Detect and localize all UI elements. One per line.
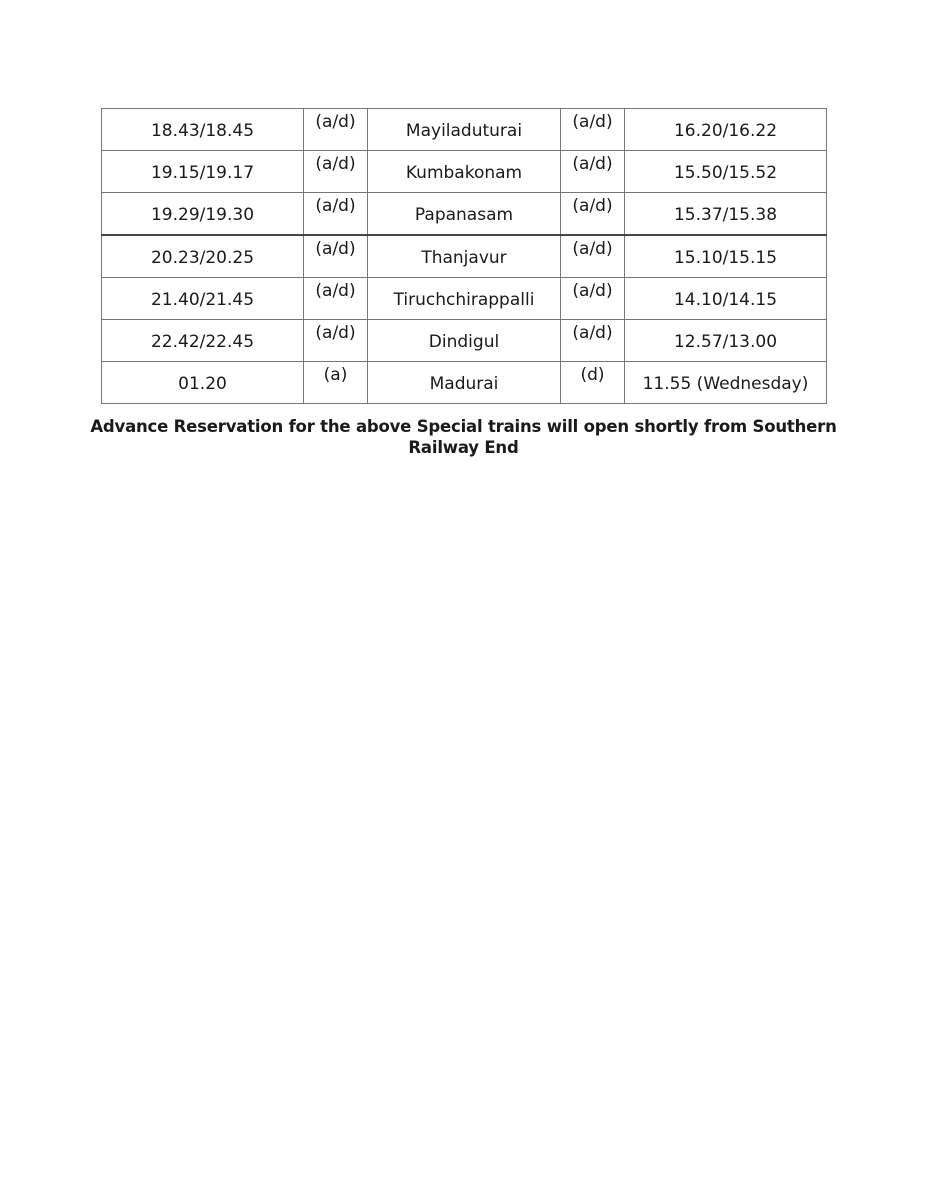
up-time-cell: 20.23/20.25 xyxy=(102,235,304,278)
table-row xyxy=(102,193,827,236)
down-mode-cell: (d) xyxy=(561,362,625,404)
down-time-cell: 15.50/15.52 xyxy=(625,151,827,193)
up-mode-cell: (a/d) xyxy=(304,235,368,278)
down-mode-cell: (a/d) xyxy=(561,151,625,193)
down-time-cell: 11.55 (Wednesday) xyxy=(625,362,827,404)
down-mode-cell: (a/d) xyxy=(561,109,625,151)
up-mode-cell: (a/d) xyxy=(304,278,368,320)
table-row xyxy=(102,235,827,278)
up-mode-cell: (a/d) xyxy=(304,320,368,362)
up-mode-cell: (a/d) xyxy=(304,151,368,193)
table-row xyxy=(102,151,827,193)
down-mode-cell: (a/d) xyxy=(561,278,625,320)
down-mode-cell: (a/d) xyxy=(561,235,625,278)
station-cell: Kumbakonam xyxy=(368,151,561,193)
up-time-cell: 18.43/18.45 xyxy=(102,109,304,151)
down-mode-cell: (a/d) xyxy=(561,193,625,236)
table-row xyxy=(102,320,827,362)
up-time-cell: 01.20 xyxy=(102,362,304,404)
station-cell: Thanjavur xyxy=(368,235,561,278)
up-time-cell: 21.40/21.45 xyxy=(102,278,304,320)
timetable xyxy=(101,108,827,404)
station-cell: Tiruchchirappalli xyxy=(368,278,561,320)
down-time-cell: 15.37/15.38 xyxy=(625,193,827,236)
up-time-cell: 19.29/19.30 xyxy=(102,193,304,236)
reservation-notice xyxy=(90,416,837,458)
down-time-cell: 12.57/13.00 xyxy=(625,320,827,362)
station-cell: Papanasam xyxy=(368,193,561,236)
up-mode-cell: (a/d) xyxy=(304,109,368,151)
down-time-cell: 15.10/15.15 xyxy=(625,235,827,278)
up-mode-cell: (a/d) xyxy=(304,193,368,236)
table-row xyxy=(102,109,827,151)
table-row xyxy=(102,278,827,320)
notice-line-1: Advance Reservation for the above Special trains will open shortly from Southern xyxy=(90,417,837,436)
notice-line-2: Railway End xyxy=(408,438,519,457)
station-cell: Dindigul xyxy=(368,320,561,362)
up-time-cell: 19.15/19.17 xyxy=(102,151,304,193)
station-cell: Madurai xyxy=(368,362,561,404)
down-time-cell: 14.10/14.15 xyxy=(625,278,827,320)
down-mode-cell: (a/d) xyxy=(561,320,625,362)
table-row xyxy=(102,362,827,404)
down-time-cell: 16.20/16.22 xyxy=(625,109,827,151)
up-time-cell: 22.42/22.45 xyxy=(102,320,304,362)
station-cell: Mayiladuturai xyxy=(368,109,561,151)
up-mode-cell: (a) xyxy=(304,362,368,404)
